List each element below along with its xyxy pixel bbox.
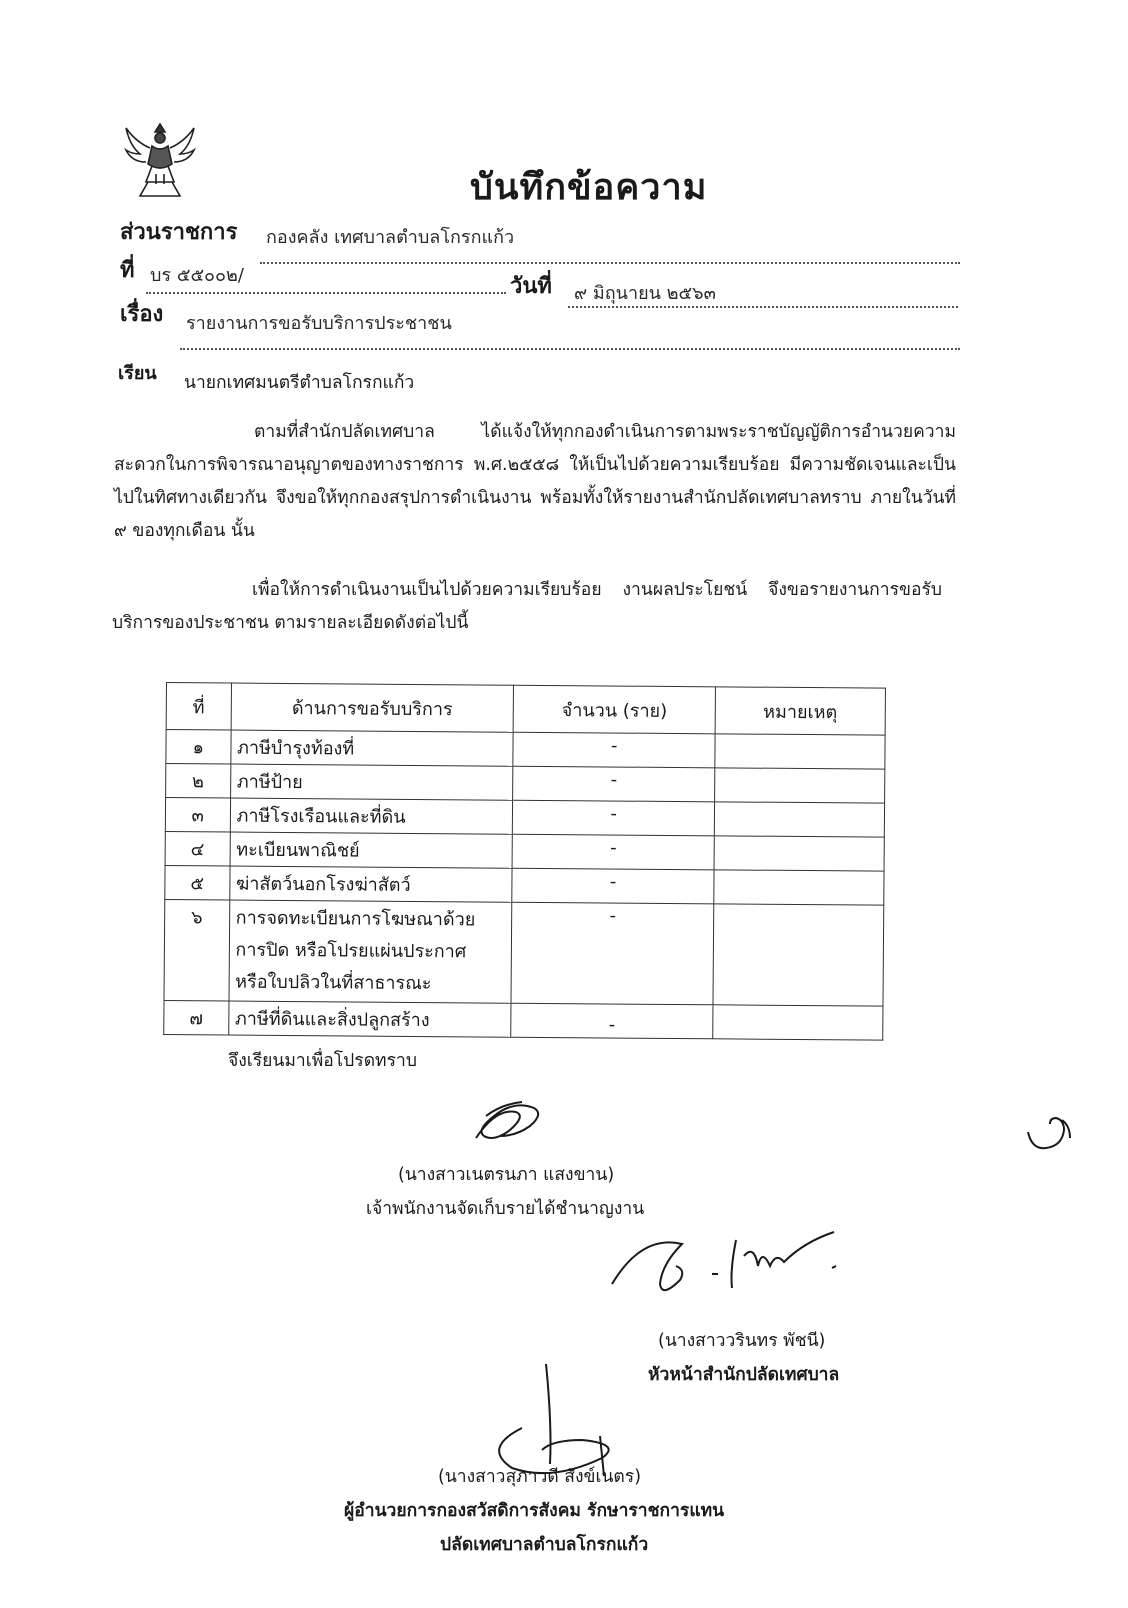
signature-1-mark xyxy=(466,1098,562,1156)
row-no: ๓ xyxy=(165,798,230,833)
table-row xyxy=(165,831,884,871)
date-label: วันที่ xyxy=(510,274,552,299)
subject-value: รายงานการขอรับบริการประชาชน xyxy=(186,313,452,334)
row-count: - xyxy=(511,902,713,1005)
row-note xyxy=(714,802,884,837)
signatory-2-position: หัวหน้าสำนักปลัดเทศบาล xyxy=(648,1365,840,1385)
salutation-label: เรียน xyxy=(118,363,157,384)
paragraph-2-text: เพื่อให้การดำเนินงานเป็นไปด้วยความเรียบร้อย งานผลประโยชน์ จึงขอรายงานการขอรับบริการของประชาชน ตามรายละเอียดดังต่อไปนี้ xyxy=(112,580,942,633)
row-service-line: หรือใบปลิวในที่สาธารณะ xyxy=(235,971,432,995)
row-service-line: การจดทะเบียนการโฆษณาด้วย xyxy=(235,907,476,931)
row-note xyxy=(714,836,884,871)
row-service: ทะเบียนพาณิชย์ xyxy=(230,832,513,868)
signatory-1-position: เจ้าพนักงานจัดเก็บรายได้ชำนาญงาน xyxy=(366,1199,645,1219)
body-paragraph-2 xyxy=(112,574,942,640)
closing-text: จึงเรียนมาเพื่อโปรดทราบ xyxy=(228,1051,417,1071)
row-count: - xyxy=(513,766,715,802)
table-header-row xyxy=(166,683,885,736)
table-row xyxy=(165,865,884,905)
table-row xyxy=(164,1000,883,1040)
signature-2-mark xyxy=(604,1216,844,1308)
paragraph-1-text: ตามที่สำนักปลัดเทศบาล ได้แจ้งให้ทุกกองดำเนินการตามพระราชบัญญัติการอำนวยความสะดวกในการพิจารณาอนุญาตของทางราชการ พ.ศ.๒๕๕๘ ให้เป็นไปด้วยความเรียบร้อย มีความชัดเจนและเป็นไปในทิศทางเดียวกัน จึงขอให้ทุกกองสรุปการดำเนินงาน พร้อมทั้งให้รายงานสำนักปลัดเทศบาลทราบ ภายในวันที่ ๙ ของทุกเดือน นั้น xyxy=(114,422,956,541)
header-service: ด้านการขอรับบริการ xyxy=(231,683,514,732)
signatory-3-position-2: ปลัดเทศบาลตำบลโกรกแก้ว xyxy=(440,1535,649,1555)
signatory-1-name: (นางสาวเนตรนภา แสงขาน) xyxy=(398,1165,615,1185)
row-service xyxy=(229,900,513,1003)
ref-dotted-line xyxy=(146,292,506,294)
margin-mark-icon xyxy=(1022,1110,1076,1154)
header-count: จำนวน (ราย) xyxy=(514,685,716,734)
table-row xyxy=(164,899,884,1006)
signatory-3-name: (นางสาวสุภาวดี สังข์เนตร) xyxy=(438,1467,642,1487)
row-note xyxy=(714,768,884,803)
row-count: - xyxy=(513,732,715,768)
date-value: ๙ มิถุนายน ๒๕๖๓ xyxy=(574,283,716,304)
row-service-line: การปิด หรือโปรยแผ่นประกาศ xyxy=(235,939,467,963)
subject-dotted-line xyxy=(180,348,960,350)
table-row xyxy=(166,764,885,804)
header-note: หมายเหตุ xyxy=(715,687,885,735)
body-paragraph-1 xyxy=(114,416,956,548)
signatory-2-name: (นางสาววรินทร พัชนี) xyxy=(658,1331,826,1351)
agency-label: ส่วนราชการ xyxy=(120,220,238,245)
date-dotted-line xyxy=(568,306,958,308)
row-note xyxy=(715,734,885,769)
agency-dotted-line xyxy=(260,262,960,264)
row-service: ฆ่าสัตว์นอกโรงฆ่าสัตว์ xyxy=(229,866,512,902)
row-service: ภาษีที่ดินและสิ่งปลูกสร้าง xyxy=(228,1001,511,1037)
row-no: ๕ xyxy=(165,865,230,900)
row-no: ๗ xyxy=(164,1000,229,1035)
row-note xyxy=(713,1005,883,1040)
row-service: ภาษีบำรุงท้องที่ xyxy=(230,730,513,766)
table-row xyxy=(165,798,884,838)
subject-label: เรื่อง xyxy=(120,302,164,327)
agency-value: กองคลัง เทศบาลตำบลโกรกแก้ว xyxy=(266,227,515,248)
row-no: ๒ xyxy=(166,764,231,799)
row-no: ๔ xyxy=(165,831,230,866)
row-note xyxy=(713,904,884,1006)
row-count: - xyxy=(512,834,714,870)
row-count: - xyxy=(512,868,714,904)
signatory-3-position: ผู้อำนวยการกองสวัสดิการสังคม รักษาราชการแทน xyxy=(344,1501,725,1521)
row-note xyxy=(714,870,884,905)
row-service: ภาษีป้าย xyxy=(230,764,513,800)
row-count: - xyxy=(513,800,715,836)
row-no: ๑ xyxy=(166,730,231,765)
ref-label: ที่ xyxy=(120,258,135,283)
garuda-emblem-icon xyxy=(122,118,198,204)
salutation-value: นายกเทศมนตรีตำบลโกรกแก้ว xyxy=(184,373,415,393)
table-row xyxy=(166,730,885,770)
row-service: ภาษีโรงเรือนและที่ดิน xyxy=(230,798,513,834)
document-title: บันทึกข้อความ xyxy=(470,167,708,208)
row-count: - xyxy=(511,1003,713,1039)
header-no: ที่ xyxy=(166,683,231,731)
row-no: ๖ xyxy=(164,899,229,1001)
ref-value: บร ๕๕๐๐๒/ xyxy=(150,265,244,286)
service-table xyxy=(163,682,886,1041)
